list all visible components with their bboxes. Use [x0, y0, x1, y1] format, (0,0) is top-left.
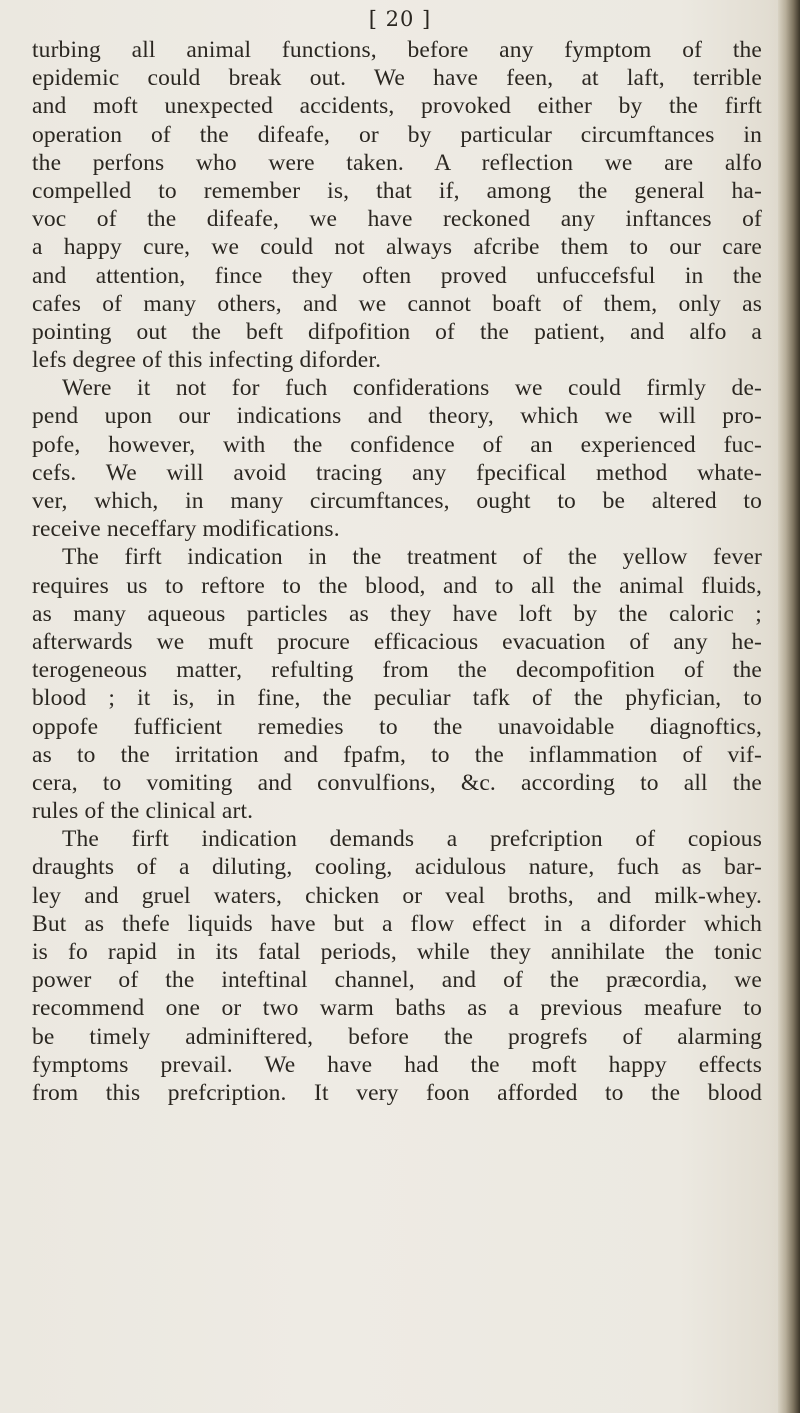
text-line: is fo rapid in its fatal periods, while they annihilate the tonic — [32, 939, 762, 965]
text-line: The firft indication demands a prefcription of copious — [62, 826, 762, 853]
text-line: and attention, fince they often proved unfuccefsful in the — [32, 262, 762, 289]
text-line: pend upon our indications and theory, which we will pro- — [32, 403, 762, 430]
text-line: rules of the clinical art. — [32, 798, 254, 825]
text-line: the perfons who were taken. A reflection we are alfo — [32, 149, 762, 176]
text-line: fymptoms prevail. We have had the moft happy effects — [32, 1051, 762, 1078]
text-line: recommend one or two warm baths as a previous meafure to — [32, 995, 762, 1022]
text-line: power of the inteftinal channel, and of the præcordia, we — [32, 967, 762, 994]
text-line: cera, to vomiting and convulfions, &c. according to all the — [32, 769, 762, 796]
text-line: cafes of many others, and we cannot boaft of them, only as — [32, 290, 762, 317]
text-line: requires us to reftore to the blood, and to all the animal fluids, — [32, 572, 762, 599]
text-line: be timely adminiftered, before the progrefs of alarming — [32, 1023, 762, 1050]
text-line: oppofe fufficient remedies to the unavoidable diagnoftics, — [32, 713, 762, 740]
text-line: from this prefcription. It very foon afforded to the blood — [32, 1079, 762, 1106]
text-line: voc of the difeafe, we have reckoned any inftances of — [32, 206, 762, 233]
body-text — [32, 36, 762, 1107]
text-line: a happy cure, we could not always afcribe them to our care — [32, 234, 762, 261]
text-line: The firft indication in the treatment of the yellow fever — [62, 544, 762, 571]
text-line: terogeneous matter, refulting from the decompofition of the — [32, 657, 762, 684]
text-line: epidemic could break out. We have feen, at laft, terrible — [32, 65, 762, 92]
text-line: turbing all animal functions, before any fymptom of the — [32, 37, 762, 63]
page-number: [ 20 ] — [368, 7, 432, 31]
text-line: blood ; it is, in fine, the peculiar tafk of the phyfician, to — [32, 685, 762, 712]
text-line: receive neceffary modifications. — [32, 516, 340, 543]
text-line: draughts of a diluting, cooling, acidulous nature, fuch as bar- — [32, 854, 762, 881]
text-line: as many aqueous particles as they have loft by the caloric ; — [32, 600, 762, 627]
text-line: as to the irritation and fpafm, to the inflammation of vif- — [32, 741, 762, 768]
text-line: Were it not for fuch confiderations we could firmly de- — [62, 375, 762, 402]
text-line: cefs. We will avoid tracing any fpecifical method whate- — [32, 459, 762, 486]
text-line: afterwards we muft procure efficacious evacuation of any he- — [32, 628, 762, 655]
text-line: pofe, however, with the confidence of an experienced fuc- — [32, 431, 762, 458]
text-line: But as thefe liquids have but a flow effect in a diforder which — [32, 910, 762, 937]
text-line: and moft unexpected accidents, provoked either by the firft — [32, 93, 762, 120]
page-edge-shadow — [778, 0, 800, 1413]
text-line: operation of the difeafe, or by particular circumftances in — [32, 121, 762, 148]
text-line: lefs degree of this infecting diforder. — [32, 347, 382, 374]
text-line: ley and gruel waters, chicken or veal broths, and milk-whey. — [32, 882, 762, 909]
text-line: compelled to remember is, that if, among the general ha- — [32, 177, 762, 204]
text-line: ver, which, in many circumftances, ought to be altered to — [32, 488, 762, 514]
text-line: pointing out the beft difpofition of the patient, and alfo a — [32, 318, 762, 345]
